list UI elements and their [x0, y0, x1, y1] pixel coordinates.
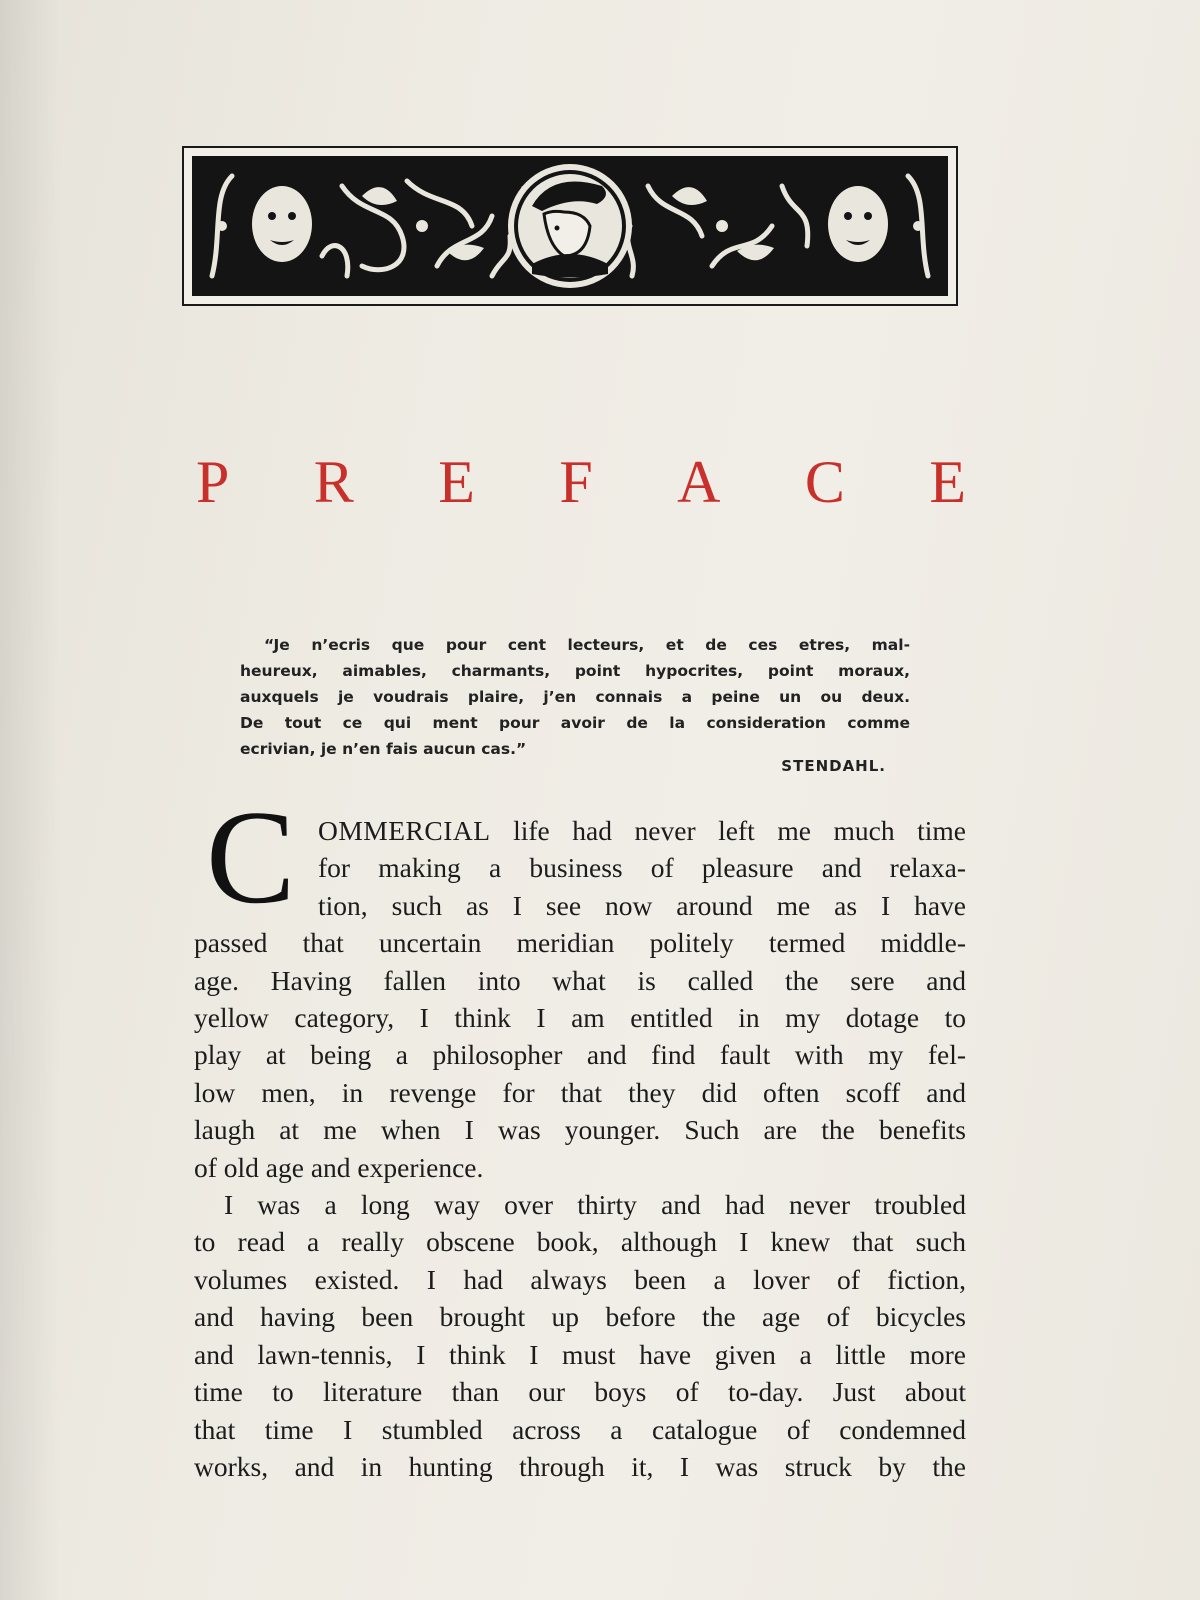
epigraph-line: heureux, aimables, charmants, point hypocrites, point moraux,: [240, 662, 910, 680]
body-line: tion, such as I see now around me as I have: [318, 889, 966, 921]
body-line: I was a long way over thirty and had never troubled: [224, 1189, 966, 1221]
epigraph-line: De tout ce qui ment pour avoir de la consideration comme: [240, 714, 910, 732]
epigraph-line: ecrivian, je n’en fais aucun cas.”: [240, 740, 527, 758]
first-word-caps: OMMERCIAL: [318, 815, 491, 846]
header-ornament: [182, 146, 958, 306]
body-line: laugh at me when I was younger. Such are the benefits: [194, 1114, 966, 1146]
epigraph-attribution: STENDAHL.: [781, 757, 886, 775]
body-line-text: life had never left me much time: [490, 815, 966, 846]
body-line: to read a really obscene book, although I knew that such: [194, 1226, 966, 1258]
body-line: age. Having fallen into what is called the sere and: [194, 964, 966, 996]
title-letter: E: [438, 449, 475, 515]
page-gutter-shadow: [0, 0, 60, 1600]
epigraph-quote: [240, 632, 910, 762]
epigraph-line: auxquels je voudrais plaire, j’en connais a peine un ou deux.: [240, 688, 910, 706]
title-letter: E: [929, 449, 966, 515]
body-line: passed that uncertain meridian politely termed middle-: [194, 927, 966, 959]
drop-cap: C: [206, 783, 296, 931]
body-line: works, and in hunting through it, I was struck by the: [194, 1450, 966, 1482]
body-line: play at being a philosopher and find fault with my fel-: [194, 1039, 966, 1071]
title-letter: P: [196, 449, 230, 515]
title-letter: C: [804, 449, 845, 515]
body-line: of old age and experience.: [194, 1151, 484, 1183]
body-line: for making a business of pleasure and relaxa-: [318, 852, 966, 884]
body-line: low men, in revenge for that they did often scoff and: [194, 1076, 966, 1108]
body-line: volumes existed. I had always been a lover of fiction,: [194, 1263, 966, 1295]
body-line: and having been brought up before the age of bicycles: [194, 1301, 966, 1333]
title-letter: R: [313, 449, 354, 515]
woodcut-header-ornament-icon: [192, 156, 948, 296]
epigraph-line: “Je n’ecris que pour cent lecteurs, et de ces etres, mal-: [264, 636, 910, 654]
body-paragraphs: [194, 812, 966, 1485]
body-line: yellow category, I think I am entitled in my dotage to: [194, 1002, 966, 1034]
body-line: that time I stumbled across a catalogue of condemned: [194, 1413, 966, 1445]
title-letter: F: [559, 449, 593, 515]
body-line: [194, 812, 966, 849]
title-letter: A: [677, 449, 721, 515]
chapter-title: [196, 448, 966, 517]
body-line: time to literature than our boys of to-day. Just about: [194, 1376, 966, 1408]
body-line: and lawn-tennis, I think I must have given a little more: [194, 1338, 966, 1370]
